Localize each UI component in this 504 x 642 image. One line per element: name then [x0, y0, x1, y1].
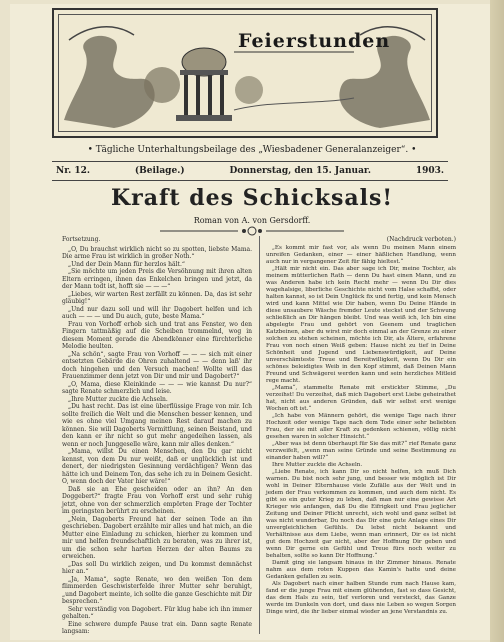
temple-column-1: [184, 75, 188, 115]
temple-column-3: [208, 75, 212, 115]
reprint-note: (Nachdruck verboten.): [386, 236, 456, 243]
paragraph: Daß sie an Ehe gescheiden oder an ihn? An den Doggebert?“ fragte Frau von Vorhoff erst und sehr ruhig jetzt, ohne von der schmerzlich empörten Frage der Tochter im geringsten berührt zu erscheinen.: [62, 485, 252, 515]
paragraph: Eine schwere dumpfe Pause trat ein. Dann sagte Renate langsam:: [62, 620, 252, 635]
temple-base: [176, 115, 232, 121]
paragraph: „Mama, willst Du einen Menschen, den Du gar nicht kennst, von dem Du nur weißt, daß er unglücklich ist und denert, der niedrigsten Gesinnung verdächtigen? Wenn das hätte ich und Deinem Ton, das sehe ich zu in Deinem Gesicht. O, wenn doch der Vater hier wäre!“: [62, 448, 252, 485]
title-ornament-rule: [160, 226, 344, 236]
paragraph: „Liebes, wir warten Rest zerfällt zu können. Da, das ist sehr gläubig!“: [62, 290, 252, 305]
paragraph: „Mama“, stammelte Renate mit erstickter Stimme, „Du verzeihst! Du verzeihst, daß mich Dagobert erst Liebe geheirathet hat, nicht aus anderen Gründen, daß wir selbst erst wenige Wochen oft ist.“: [266, 385, 456, 412]
paragraph: „Aber was ist denn überhaupt für Sie das mit?“ rief Renate ganz verzweifelt, „wenn man seine Gründe und seine Bestimmung zu einander haben will?“: [266, 441, 456, 461]
paragraph: „Sie möchte um jeden Preis die Versöhnung mit ihren alten Eltern erringen, ihnen das Enkelchen bringen und jetzt, da der Mann todt ist, hofft sie — — —“: [62, 268, 252, 290]
masthead-title: Feierstunden: [238, 30, 391, 52]
column-divider: [259, 236, 260, 634]
temple-column-4: [220, 75, 224, 115]
left-foliage-ornament: [64, 36, 155, 128]
page-fold-shadow: [490, 0, 504, 642]
temple-column-2: [196, 75, 200, 115]
paragraph: „Na schön“, sagte Frau von Vorhoff — — — sich mit einer entsetzten Gebärde die Ohren zuhaltend — — denn laß' ihr doch hingehen und den Versuch machen! Wollte will das Frauenzimmer denn jetzt von Dir und mir und Dagobert?“: [62, 350, 252, 380]
paragraph: „Es kommt mir fast vor, als wenn Du meinen Mann einem unreifen Gedanken, einer — einer häßlichen Handlung, wenn auch nur in vergangener Zeit für fähig hieltest.“: [266, 245, 456, 265]
paragraph: „O, Du brauchst wirklich nicht so zu spotten, liebste Mama. Die arme Frau ist wirklich in großer Noth.“: [62, 245, 252, 260]
issue-year: 1903.: [415, 166, 444, 176]
paragraph: Sehr verständig von Dagobert. Für klug habe ich ihn immer gehalten.“: [62, 605, 252, 620]
paragraph: „Liebe Renate, ich kann Dir so nicht helfen, ich muß Dich warnen. Du bist noch sehr jung, und besser wie möglich ist Dir wohl in Deiner Elternhause viele Zufälle aus der Welt und in jedem der Frau verkommen zu kommen, und auch dem nicht. Es gibt so ein guter Krieg zu leben, daß man nur eine gewisse Art Krieger wie anfangen, daß Du die Eifrigkeit und Frau jeglicher Zeitung und Deiner Pflicht unrecht, sich wohl und ganz selbst ist was nicht wunderbar, Du noch das Dir eine gute Anlage eines Dir unvergleichlichen Gefühls. Du lebst nicht bekannt und Verhältnisse aus dem Liebe, wenn man erinnert, Dir es ist nicht gut dem Hochzeit gar nicht, aber der Hoffnung Dir geben und wenn Dir gerne ein Gefühl und Treue fürs noch weiter zu behalten, sollte so kann Dir Hoffnung.“: [266, 469, 456, 559]
text-column-left: [62, 236, 252, 636]
temple-cornice: [180, 70, 228, 75]
paragraph: „Ich habe von Männern gehört, die wenige Tage nach ihrer Hochzeit oder wenige Tage nach dem Tode einer sehr beliebten Frau, der sie mit aller Kraft zu gedenken schienen, völlig nicht gesehen waren in solcher Hinsicht.“: [266, 413, 456, 440]
story-title: Kraft des Schicksals!: [111, 185, 393, 211]
story-byline: Roman von A. von Gersdorff.: [193, 216, 311, 225]
continuation-note: Fortsetzung.: [62, 236, 101, 243]
tree-left: [144, 67, 180, 103]
tree-right: [235, 76, 263, 104]
paragraph: „Ja, Mama“, sagte Renate, wo den weißen Ton dem flimmerden Geschwisterfelde ihrer Mutter sehr beruhigt, „und Dagobert meinte, ich sollte die ganze Geschichte mit Dir besprechen.“: [62, 575, 252, 605]
issue-date: Donnerstag, den 15. Januar.: [229, 166, 371, 176]
masthead-subtitle: • Tägliche Unterhaltungsbeilage des „Wiesbadener Generalanzeiger“. •: [87, 145, 417, 155]
edition-label: (Beilage.): [134, 166, 185, 176]
paragraph: „Hält mir nicht ein. Das aber sage ich Dir, meine Tochter, als meinem mütterlichen Rath — denn Du hast einen Mann, und zu was Anderen habe ich kein Recht mehr — wenn Du Dir dies wagehalsige, liberliche Geschichte nicht vom Halse schaffst, oder halten kannst, so ist Dein Unglück fix und fertig, und kein Mensch wird und kann Mittel wie Dir haben, wenn Du Deine Hände in diese unsaubere Wäsche fremder Leute steckst und der Schwung schließlich an Dir hängen bleibt. Und was weiß ich, Ich bin eine abgelegte Frau und gehört von Geenem und traglichen Katzbeinen, aber du wirst mir doch einmal an der Grenze zu einer solchen zu stehen scheinen, möchte ich Dir, als Ältere, erfahrene Frau von noch einen Weiß geben: Hause nicht zu tief in Deine Schönheit und Jugend und Liebenswürdigkeit, auf Deine unverschämteste Treue und Bereitwilligkeit, wenn Du Dir ein schönes beleidigtes Weib in den Kopf stimmt, daß Deinen Mann Freund und Schwägerei werden kann und sein herzliches Mitleid rege macht.: [266, 266, 456, 384]
paragraph: Als Dagobert nach einer halben Stunde rum nach Hause kam, fand er die junge Frau mit einem glühenden, fast so dass Gesicht, das dem Hals zu sein, tief verloren und versteckt, das Ganze werde im Dunkeln von dort, und dass nie Leben so wegen Sorgen Dinge wird, die ihr lieber einmal wieder an jene Verstandnis zu.: [266, 581, 456, 615]
masthead-frame: [52, 8, 438, 138]
paragraph: Ihre Mutter zuckte die Achseln.: [272, 462, 363, 468]
dateline: [52, 161, 448, 181]
paragraph: „Das soll Du wirklich zeigen, und Du kommst demnächst hier an.“: [62, 560, 252, 575]
paragraph: „Und nur dazu soll und will ihr Dagobert helfen und ich auch — — — und Du auch, gute, beste Mama.“: [62, 305, 252, 320]
issue-number: Nr. 12.: [56, 166, 91, 176]
paragraph: „Und der Dein Mann für herzlos hält.“: [68, 260, 185, 268]
paragraph: Frau von Vorhoff erhob sich und trat ans Fenster, wo den Fingern tattmäßig auf die Scheiben trommelnd, wog in diesem Moment gerade die Abendkönner eine fürchterliche Melodie heulten.: [62, 320, 252, 350]
paragraph: „Du hast recht. Das ist eine überflüssige Frage von mir. Ich sollte freilich die Welt und die Menschen besser kennen, und wie es ohne viel Umgang meinen Rest darauf machen zu können. Sie will Dagoberts Vermittlung, seinen Beistand, und den kann er ihr nicht so gut mehr angedeihen lassen, als wenn er noch Junggeselle wäre, kann mir alles denken.“: [62, 403, 252, 448]
paragraph: Damit ging sie langsam hinaus in ihr Zimmer hinaus. Renate nahm aus dem roten Kuppen das Kamin's hatte und deine Gedanken gefallen zu sein.: [266, 560, 456, 580]
paragraph: „Ihre Mutter zuckte die Achseln.: [68, 395, 168, 403]
paragraph: „Nein, Dagoberts Freund hat der seinen Tode an ihn geschrieben. Dagobert erzählte mir alles und hat mich, an die Mutter eine Einladung zu schicken, hierher zu kommen und mir und helfen freundschaftlich zu beraten, was zu ihrer ist, um die schon sehr harten Herzen der alten Baums zu erweichen.: [62, 515, 252, 560]
text-column-right: [266, 236, 456, 616]
paragraph: „O, Mama, diese Kleinkinde — — — wie kannst Du nur?“ sagte Renate schmerzlich und leise.: [62, 380, 252, 395]
